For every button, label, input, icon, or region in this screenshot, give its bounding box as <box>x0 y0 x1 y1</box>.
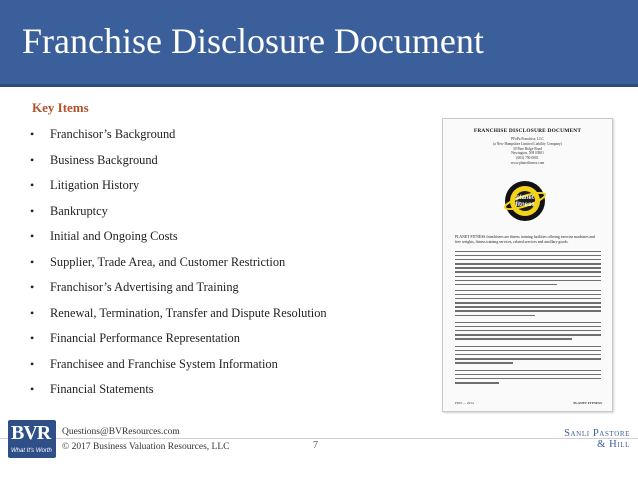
copyright-text: © 2017 Business Valuation Resources, LLC <box>62 442 230 452</box>
list-item: • Renewal, Termination, Transfer and Dispute Resolution <box>30 305 385 322</box>
list-item: • Supplier, Trade Area, and Customer Restriction <box>30 254 385 271</box>
sanli-pastore-hill-logo <box>540 428 630 450</box>
doc-address-line: Newington, NH 03801 <box>511 151 544 156</box>
section-heading: Key Items <box>32 100 89 115</box>
doc-address-line: 50 Pine Ridge Road <box>513 146 542 151</box>
partner-logo-line1: Sanli Pastore <box>564 428 630 439</box>
doc-paragraph <box>455 346 601 366</box>
key-items-list <box>30 126 385 407</box>
svg-text:fitness: fitness <box>515 202 535 208</box>
doc-paragraph <box>455 322 601 342</box>
page-number: 7 <box>313 440 318 451</box>
doc-footer-left: FDD — 2014 <box>455 401 474 405</box>
doc-heading: FRANCHISE DISCLOSURE DOCUMENT <box>473 128 582 134</box>
page-title: Franchise Disclosure Document <box>22 21 484 61</box>
list-item: • Franchisor’s Advertising and Training <box>30 279 385 296</box>
doc-address-line: (603) 750-0001 <box>516 156 539 161</box>
doc-paragraph <box>455 290 601 319</box>
doc-footer <box>455 401 602 405</box>
doc-paragraph <box>455 251 601 288</box>
svg-text:planet: planet <box>516 195 534 201</box>
list-item: • Initial and Ongoing Costs <box>30 228 385 245</box>
fdd-document-image <box>442 118 613 412</box>
footer-contact <box>62 425 229 455</box>
doc-address-line: www.planetfitness.com <box>510 160 545 165</box>
list-item: • Financial Statements <box>30 381 385 398</box>
planet-fitness-logo <box>503 179 547 223</box>
contact-email[interactable]: Questions@BVResources.com <box>62 427 180 437</box>
doc-address-line: (a New Hampshire Limited Liability Company) <box>493 141 562 146</box>
doc-paragraph <box>455 370 601 386</box>
list-item: • Franchisor’s Background <box>30 126 385 143</box>
partner-logo-line2: & Hill <box>597 439 630 450</box>
doc-address-line: PFoPa Franchise, LLC <box>511 137 544 141</box>
doc-footer-right: PLANET FITNESS <box>573 401 602 405</box>
doc-address <box>443 137 612 166</box>
list-item: • Litigation History <box>30 177 385 194</box>
doc-lead-paragraph: PLANET FITNESS franchisees are fitness training facilities offering exercise machines and free weights, fitness training services, related services and ancillary goods. <box>455 235 595 244</box>
bvr-logo-text: BVR <box>11 422 51 444</box>
title-bar <box>0 0 638 87</box>
list-item: • Financial Performance Representation <box>30 330 385 347</box>
list-item: • Business Background <box>30 152 385 169</box>
bvr-logo-tagline: What It's Worth <box>11 448 52 454</box>
bvr-logo <box>8 420 56 458</box>
list-item: • Bankruptcy <box>30 203 385 220</box>
list-item: • Franchisee and Franchise System Information <box>30 356 385 373</box>
